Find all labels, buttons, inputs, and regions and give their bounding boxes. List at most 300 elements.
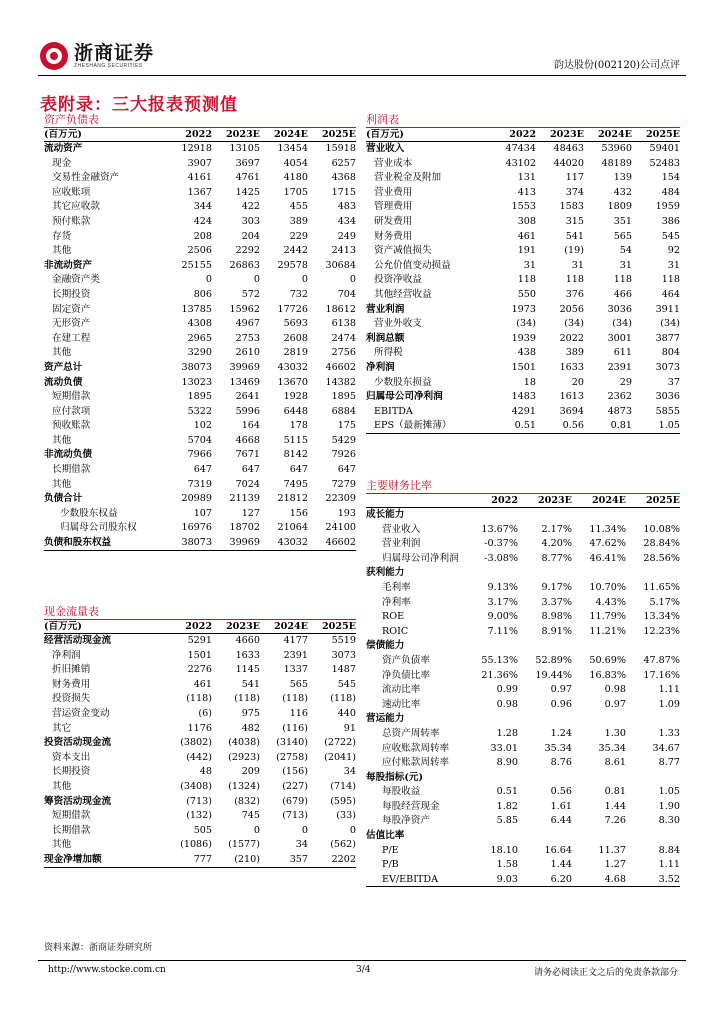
- row-value: 315: [565, 215, 584, 227]
- row-value: 389: [565, 347, 584, 359]
- row-label: 营业税金及附加: [374, 172, 442, 184]
- row-label: 流动资产: [44, 143, 83, 154]
- row-value: 16976: [181, 522, 212, 534]
- table-row: [44, 678, 356, 693]
- row-value: 1715: [331, 186, 356, 198]
- row-value: 3073: [331, 649, 356, 661]
- row-label: 其他: [52, 347, 72, 359]
- company-logo: [40, 40, 154, 72]
- table-row: [366, 157, 680, 172]
- row-value: 5322: [187, 405, 212, 417]
- row-value: 3036: [655, 391, 680, 403]
- row-value: 193: [337, 507, 356, 519]
- row-value: 3.52: [658, 873, 680, 885]
- table-row: [366, 215, 680, 230]
- row-value: 33.01: [490, 742, 518, 754]
- table-unit-label: (百万元): [44, 621, 82, 632]
- row-value: 1367: [187, 186, 212, 198]
- balance-sheet-table: [44, 112, 356, 551]
- row-value: [626, 771, 680, 786]
- row-value: 4308: [187, 318, 212, 330]
- row-value: 28.84%: [643, 538, 680, 550]
- row-value: 461: [193, 678, 212, 690]
- row-value: [464, 829, 518, 844]
- row-value: [464, 771, 518, 786]
- row-label: 长期投资: [52, 766, 91, 778]
- logo-text-en: ZHESHANG SECURITIES: [74, 63, 143, 69]
- row-value: 26863: [229, 259, 260, 271]
- row-value: 1.58: [496, 859, 518, 871]
- row-label: 资产负债率: [382, 654, 430, 666]
- row-label: 成长能力: [366, 509, 405, 520]
- row-value: 806: [193, 288, 212, 300]
- row-value: 3073: [655, 361, 680, 373]
- row-label: 短期借款: [52, 391, 91, 403]
- row-label: 应付款项: [52, 405, 91, 417]
- row-value: 303: [241, 215, 260, 227]
- year-header: 2025E: [321, 129, 356, 140]
- row-value: 0.99: [496, 684, 518, 696]
- row-value: 249: [337, 230, 356, 242]
- row-value: 1809: [607, 201, 632, 213]
- table-row: [366, 259, 680, 274]
- row-value: 91: [343, 722, 356, 734]
- table-row: [44, 663, 356, 678]
- row-value: 22309: [325, 493, 356, 505]
- row-label: EV/EBITDA: [382, 873, 439, 885]
- table-row: [366, 873, 680, 888]
- row-value: 31: [523, 259, 536, 271]
- row-label: 所得税: [374, 347, 403, 359]
- row-label: 其它应收款: [52, 201, 100, 213]
- row-value: 3290: [187, 347, 212, 359]
- row-value: 0: [205, 274, 212, 286]
- row-label: 营业成本: [374, 157, 413, 169]
- row-value: 154: [661, 172, 680, 184]
- row-value: (714): [330, 780, 356, 792]
- table-row: [44, 419, 356, 434]
- row-label: EBITDA: [374, 405, 413, 417]
- row-value: [626, 829, 680, 844]
- row-value: 2022: [559, 332, 584, 344]
- year-header: 2024E: [591, 495, 626, 506]
- table-header-row: [366, 494, 680, 508]
- row-value: 102: [193, 420, 212, 432]
- row-value: 2362: [607, 391, 632, 403]
- table-row: [366, 419, 680, 434]
- row-label: 预收账款: [52, 420, 91, 432]
- table-row: [44, 736, 356, 751]
- row-label: 在建工程: [52, 332, 91, 344]
- table-row: [366, 361, 680, 376]
- year-header: 2025E: [645, 129, 680, 140]
- report-tag: 韵达股份(002120)公司点评: [554, 60, 680, 71]
- table-row: [44, 634, 356, 649]
- row-value: 5.85: [496, 815, 518, 827]
- table-row: [44, 780, 356, 795]
- row-value: 38073: [181, 361, 212, 373]
- row-value: 1501: [187, 649, 212, 661]
- row-value: 29: [619, 376, 632, 388]
- table-row: [44, 303, 356, 318]
- row-value: 12.23%: [643, 625, 680, 637]
- row-value: 21812: [277, 493, 308, 505]
- table-row: [44, 853, 356, 868]
- row-value: [572, 771, 626, 786]
- row-value: 204: [241, 230, 260, 242]
- row-value: 0.51: [514, 420, 536, 432]
- row-value: 1.44: [604, 800, 626, 812]
- table-row: [44, 259, 356, 274]
- row-value: 3697: [235, 157, 260, 169]
- row-label: 现金: [52, 157, 72, 169]
- table-row: [366, 800, 680, 815]
- row-label: 应收账款周转率: [382, 742, 450, 754]
- row-value: (1086): [180, 839, 212, 851]
- row-value: 117: [565, 172, 584, 184]
- row-value: (2041): [324, 751, 356, 763]
- table-row: [366, 858, 680, 873]
- row-label: 速动比率: [382, 698, 421, 710]
- table-row: [44, 463, 356, 478]
- row-label: 长期投资: [52, 288, 91, 300]
- row-label: 公允价值变动损益: [374, 259, 451, 271]
- row-value: (33): [336, 810, 356, 822]
- row-value: 34: [343, 766, 356, 778]
- row-value: (34): [516, 318, 536, 330]
- row-value: [572, 639, 626, 654]
- row-value: 2292: [235, 245, 260, 257]
- table-section-title: 主要财务比率: [366, 478, 680, 494]
- row-value: 461: [517, 230, 536, 242]
- row-label: 其他经营收益: [374, 288, 432, 300]
- table-row: [44, 157, 356, 172]
- table-row: [44, 448, 356, 463]
- row-value: 545: [661, 230, 680, 242]
- row-value: 1.44: [550, 859, 572, 871]
- row-value: (156): [282, 766, 308, 778]
- footer-url[interactable]: http://www.stocke.com.cn: [48, 965, 166, 975]
- row-value: (3802): [180, 737, 212, 749]
- row-label: 偿债能力: [366, 640, 405, 652]
- table-row: [44, 692, 356, 707]
- row-value: 20989: [181, 493, 212, 505]
- row-value: 7024: [235, 478, 260, 490]
- row-value: 1.05: [658, 420, 680, 432]
- table-row: [44, 434, 356, 449]
- row-value: 7279: [331, 478, 356, 490]
- row-value: 1145: [235, 664, 260, 676]
- row-value: 9.17%: [541, 581, 572, 593]
- row-value: 0.98: [604, 684, 626, 696]
- row-value: 11.65%: [643, 581, 680, 593]
- row-value: 4177: [283, 635, 308, 646]
- row-value: 2753: [235, 332, 260, 344]
- row-value: 4.43%: [595, 596, 626, 608]
- table-row: [366, 244, 680, 259]
- row-label: EPS（最新摊薄）: [374, 420, 452, 432]
- row-value: (34): [564, 318, 584, 330]
- row-value: 31: [571, 259, 584, 271]
- row-value: 54: [619, 245, 632, 257]
- row-value: (34): [660, 318, 680, 330]
- page-number: 3/4: [356, 965, 371, 975]
- row-value: (2722): [324, 737, 356, 749]
- row-value: 6257: [331, 157, 356, 169]
- row-value: 10.08%: [643, 523, 680, 535]
- row-label: 研发费用: [374, 215, 413, 227]
- row-value: 440: [337, 707, 356, 719]
- table-section-title: 资产负债表: [44, 112, 356, 128]
- row-value: 31: [667, 259, 680, 271]
- row-value: 3694: [559, 405, 584, 417]
- row-value: 7926: [331, 449, 356, 461]
- table-section-title: 利润表: [366, 112, 680, 128]
- row-label: 其他: [52, 434, 72, 446]
- row-value: 2056: [559, 303, 584, 315]
- table-row: [366, 625, 680, 640]
- row-value: 11.21%: [589, 625, 626, 637]
- row-value: (3140): [276, 737, 308, 749]
- row-value: 14382: [325, 376, 356, 388]
- row-label: 归属母公司净利润: [382, 552, 459, 564]
- row-value: 1939: [511, 332, 536, 344]
- row-value: 505: [193, 824, 212, 836]
- row-value: (442): [186, 751, 212, 763]
- row-label: 获利能力: [366, 567, 405, 579]
- row-value: 59401: [649, 143, 680, 154]
- table-row: [44, 751, 356, 766]
- row-label: 净利润: [366, 361, 395, 373]
- row-label: 财务费用: [374, 230, 413, 242]
- row-value: 11.34%: [589, 523, 626, 535]
- row-label: 应收账项: [52, 186, 91, 198]
- row-value: 1487: [331, 664, 356, 676]
- row-value: 9.03: [496, 873, 518, 885]
- row-label: 负债合计: [44, 493, 83, 505]
- row-label: 每股指标(元): [366, 771, 424, 783]
- row-value: (210): [234, 853, 260, 865]
- row-value: 7495: [283, 478, 308, 490]
- row-value: 0: [301, 274, 308, 286]
- row-label: 归属母公司股东权: [60, 522, 137, 534]
- row-value: 0: [253, 824, 260, 836]
- row-label: 每股收益: [382, 786, 421, 798]
- row-label: 营业利润: [382, 538, 421, 550]
- row-label: 营运能力: [366, 713, 405, 725]
- row-value: 647: [337, 464, 356, 476]
- row-value: 4.20%: [541, 538, 572, 550]
- row-label: 每股净资产: [382, 815, 430, 827]
- row-label: 负债和股东权益: [44, 537, 112, 549]
- table-row: [44, 317, 356, 332]
- row-label: 营业外收支: [374, 318, 422, 330]
- row-value: 4761: [235, 172, 260, 184]
- row-value: 2.17%: [541, 523, 572, 535]
- row-value: 4873: [607, 405, 632, 417]
- row-value: 3036: [607, 303, 632, 315]
- table-header-row: [366, 128, 680, 142]
- year-header: 2025E: [645, 495, 680, 506]
- row-value: 376: [565, 288, 584, 300]
- table-row: [44, 273, 356, 288]
- row-label: 管理费用: [374, 201, 413, 213]
- row-value: (116): [282, 722, 308, 734]
- row-label: 营运资金变动: [52, 707, 110, 719]
- row-label: 营业费用: [374, 186, 413, 198]
- row-value: 413: [517, 186, 536, 198]
- row-label: 营业利润: [366, 303, 405, 315]
- table-row: [44, 707, 356, 722]
- table-row: [366, 654, 680, 669]
- row-label: 存货: [52, 230, 72, 242]
- year-header: 2022: [185, 129, 212, 140]
- year-header: 2022: [509, 129, 536, 140]
- row-value: 2413: [331, 245, 356, 257]
- row-value: 308: [517, 215, 536, 227]
- row-label: 长期借款: [52, 464, 91, 476]
- row-value: 2819: [283, 347, 308, 359]
- page-title: 表附录：三大报表预测值: [40, 95, 238, 115]
- table-row: [366, 756, 680, 771]
- table-row: [44, 838, 356, 853]
- row-value: 2474: [331, 332, 356, 344]
- row-value: [626, 508, 680, 523]
- year-header: 2022: [185, 621, 212, 632]
- table-row: [366, 581, 680, 596]
- row-value: 37: [667, 376, 680, 388]
- row-value: 18612: [325, 303, 356, 315]
- row-label: 投资活动现金流: [44, 737, 112, 749]
- row-value: 2608: [283, 332, 308, 344]
- row-label: 营业收入: [382, 523, 421, 535]
- table-row: [44, 186, 356, 201]
- table-row: [366, 390, 680, 405]
- row-label: P/B: [382, 859, 399, 871]
- row-value: [518, 829, 572, 844]
- row-value: 13.67%: [481, 523, 518, 535]
- table-row: [366, 596, 680, 611]
- row-value: (832): [234, 795, 260, 807]
- row-value: 3.37%: [541, 596, 572, 608]
- row-value: 5.17%: [649, 596, 680, 608]
- row-value: 4660: [235, 635, 260, 646]
- table-row: [44, 405, 356, 420]
- row-label: 其他: [52, 780, 72, 792]
- table-row: [366, 814, 680, 829]
- row-label: 其他: [52, 839, 72, 851]
- row-value: 647: [241, 464, 260, 476]
- row-value: 4180: [283, 172, 308, 184]
- row-label: 折旧摊销: [52, 664, 91, 676]
- row-value: 47434: [505, 143, 536, 154]
- row-value: (713): [186, 795, 212, 807]
- row-value: 53960: [601, 143, 632, 154]
- table-row: [44, 288, 356, 303]
- row-value: 0: [253, 274, 260, 286]
- table-row: [366, 610, 680, 625]
- table-row: [44, 492, 356, 507]
- table-row: [44, 507, 356, 522]
- row-value: [518, 566, 572, 581]
- row-label: ROE: [382, 611, 405, 623]
- row-value: (1324): [228, 780, 260, 792]
- row-value: 6448: [283, 405, 308, 417]
- row-value: 2610: [235, 347, 260, 359]
- row-value: (4038): [228, 737, 260, 749]
- table-row: [44, 200, 356, 215]
- row-value: 1959: [655, 201, 680, 213]
- row-value: 156: [289, 507, 308, 519]
- row-value: 3001: [607, 332, 632, 344]
- table-unit-label: (百万元): [366, 129, 404, 140]
- row-label: 资产总计: [44, 361, 83, 373]
- table-row: [366, 508, 680, 523]
- row-value: 8142: [283, 449, 308, 461]
- row-value: 9.00%: [487, 611, 518, 623]
- row-value: 131: [517, 172, 536, 184]
- row-value: 545: [337, 678, 356, 690]
- table-row: [366, 771, 680, 786]
- row-value: 139: [613, 172, 632, 184]
- row-value: 5429: [331, 434, 356, 446]
- row-value: 6.20: [550, 873, 572, 885]
- row-value: 7.11%: [487, 625, 518, 637]
- row-value: 8.84: [658, 844, 680, 856]
- row-value: 4291: [511, 405, 536, 417]
- row-value: [626, 639, 680, 654]
- table-row: [44, 230, 356, 245]
- row-value: 15918: [325, 143, 356, 154]
- row-label: 固定资产: [52, 303, 91, 315]
- row-value: 704: [337, 288, 356, 300]
- row-label: 投资净收益: [374, 274, 422, 286]
- row-value: 7.26: [604, 815, 626, 827]
- row-value: 1425: [235, 186, 260, 198]
- row-value: 28.56%: [643, 552, 680, 564]
- table-row: [366, 727, 680, 742]
- row-value: [626, 712, 680, 727]
- row-value: 455: [289, 201, 308, 213]
- row-value: 8.91%: [541, 625, 572, 637]
- row-value: 4054: [283, 157, 308, 169]
- row-value: 21.36%: [481, 669, 518, 681]
- table-row: [44, 765, 356, 780]
- row-value: 3.17%: [487, 596, 518, 608]
- row-value: 13670: [277, 376, 308, 388]
- row-value: [572, 712, 626, 727]
- row-value: 50.69%: [589, 654, 626, 666]
- row-value: 0.51: [496, 786, 518, 798]
- row-value: 35.34: [598, 742, 626, 754]
- row-value: 175: [337, 420, 356, 432]
- row-value: 13105: [229, 143, 260, 154]
- row-value: 19.44%: [535, 669, 572, 681]
- row-value: 1553: [511, 201, 536, 213]
- row-value: 6.44: [550, 815, 572, 827]
- row-value: 1633: [235, 649, 260, 661]
- row-value: 2391: [283, 649, 308, 661]
- row-label: 其它: [52, 722, 72, 734]
- row-value: 8.61: [604, 757, 626, 769]
- row-label: 估值比率: [366, 830, 405, 842]
- table-unit-label: [366, 494, 464, 507]
- row-value: 29578: [277, 259, 308, 271]
- row-value: -0.37%: [484, 538, 518, 550]
- page-footer: [38, 960, 686, 980]
- row-value: 1973: [511, 303, 536, 315]
- row-value: (118): [282, 693, 308, 705]
